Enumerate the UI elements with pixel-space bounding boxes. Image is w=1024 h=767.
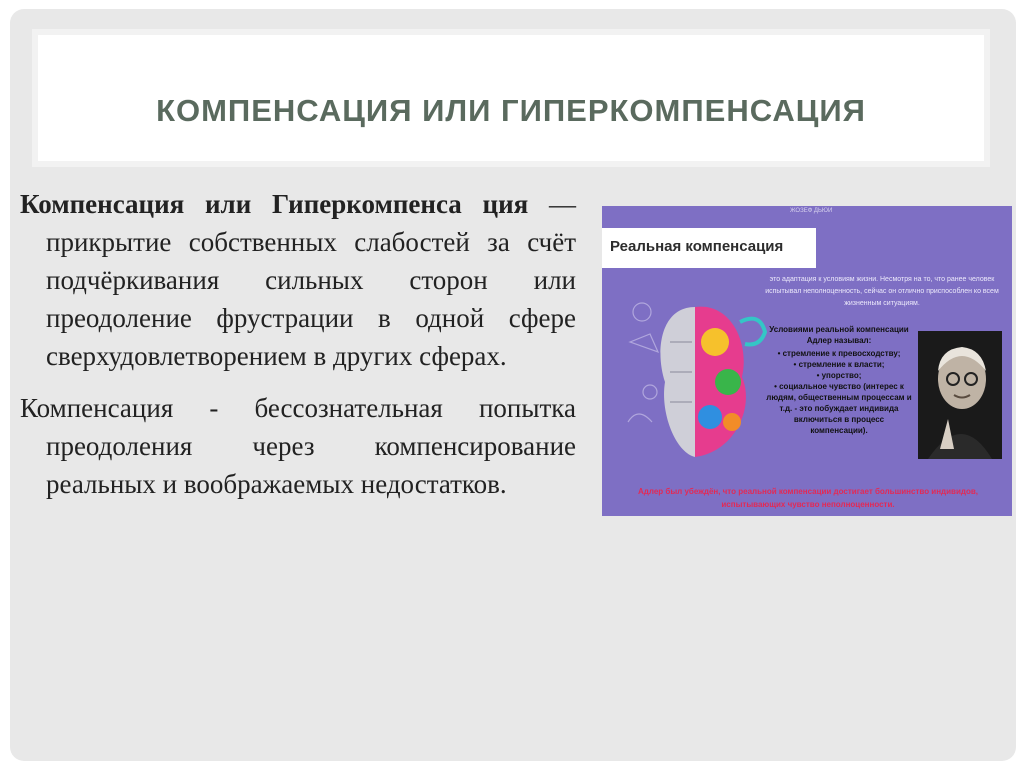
paragraph-compensation	[20, 389, 576, 503]
compensation-text: Компенсация - бессознательная попытка преодоления через компенсирование реальных и воображаемых недостатков.	[20, 393, 576, 499]
image-heading-box	[602, 228, 816, 268]
condition-item: • упорство;	[765, 370, 913, 381]
conditions-title: Условиями реальной компенсации Адлер называл:	[769, 325, 909, 345]
image-red-note: Адлер был убеждён, что реальной компенсации достигает большинство индивидов, испытывающих чувство неполноценности.	[637, 487, 978, 509]
slide	[10, 9, 1016, 761]
brain-illustration	[620, 282, 770, 482]
title-box	[32, 29, 990, 167]
body-text	[20, 185, 576, 517]
paragraph-definition	[20, 185, 576, 375]
condition-item: • стремление к превосходству;	[765, 348, 913, 359]
term: Компенсация или Гиперкомпенса ция	[20, 189, 529, 219]
slide-title: КОМПЕНСАЦИЯ ИЛИ ГИПЕРКОМПЕНСАЦИЯ	[156, 93, 866, 128]
image-heading: Реальная компенсация	[610, 238, 784, 255]
definition-text: — прикрытие собственных слабостей за счёт подчёркивания сильных сторон или преодоление фрустрации в одной сфере сверхудовлетворением в других сферах.	[46, 189, 577, 371]
image-intro-text: это адаптация к условиям жизни. Несмотря на то, что ранее человек испытывал неполноценность, сейчас он отлично приспособлен ко всем жизненным ситуациям.	[765, 276, 999, 307]
conditions-list	[765, 324, 913, 436]
adler-portrait	[918, 331, 1002, 459]
image-top-caption: ЖОЗЕФ ДЬЮИ	[790, 208, 833, 214]
illustration-real-compensation	[602, 206, 1012, 516]
condition-item: • социальное чувство (интерес к людям, общественным процессам и т.д. - это побуждает индивида включиться в процесс компенсации).	[765, 381, 913, 436]
condition-item: • стремление к власти;	[765, 359, 913, 370]
